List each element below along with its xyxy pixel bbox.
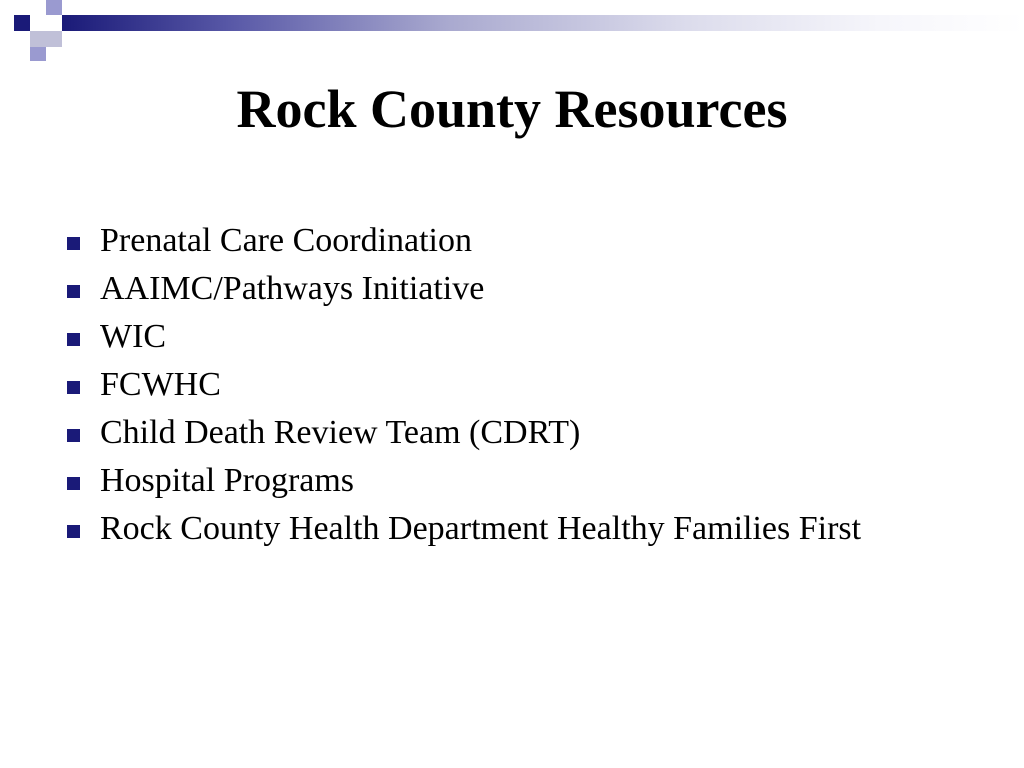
list-item-text: Hospital Programs (100, 462, 355, 499)
list-item-text: AAIMC/Pathways Initiative (100, 270, 485, 307)
list-item-text: Prenatal Care Coordination (100, 222, 473, 259)
bullet-square-icon (67, 525, 80, 538)
bullet-square-icon (67, 381, 80, 394)
list-item-text: Child Death Review Team (CDRT) (100, 414, 581, 451)
bullet-square-icon (67, 477, 80, 490)
list-item (62, 270, 962, 308)
decor-square-lavender-lower (30, 47, 46, 61)
bullet-square-icon (67, 237, 80, 250)
slide-title: Rock County Resources (236, 79, 788, 139)
bullet-square-icon (67, 285, 80, 298)
list-item-text: WIC (100, 318, 167, 355)
list-item (62, 318, 962, 356)
header-gradient-band (62, 15, 1024, 31)
list-item-text: Rock County Health Department Healthy Families First (100, 510, 862, 547)
decor-square-navy (14, 15, 30, 31)
list-item (62, 510, 962, 548)
decor-square-gray-small (46, 31, 62, 47)
bullet-list (62, 222, 962, 558)
list-item (62, 414, 962, 452)
decor-square-lavender (46, 0, 62, 15)
list-item (62, 222, 962, 260)
list-item (62, 462, 962, 500)
bullet-square-icon (67, 429, 80, 442)
decor-square-gray (30, 31, 46, 47)
bullet-square-icon (67, 333, 80, 346)
list-item-text: FCWHC (100, 366, 221, 403)
list-item (62, 366, 962, 404)
